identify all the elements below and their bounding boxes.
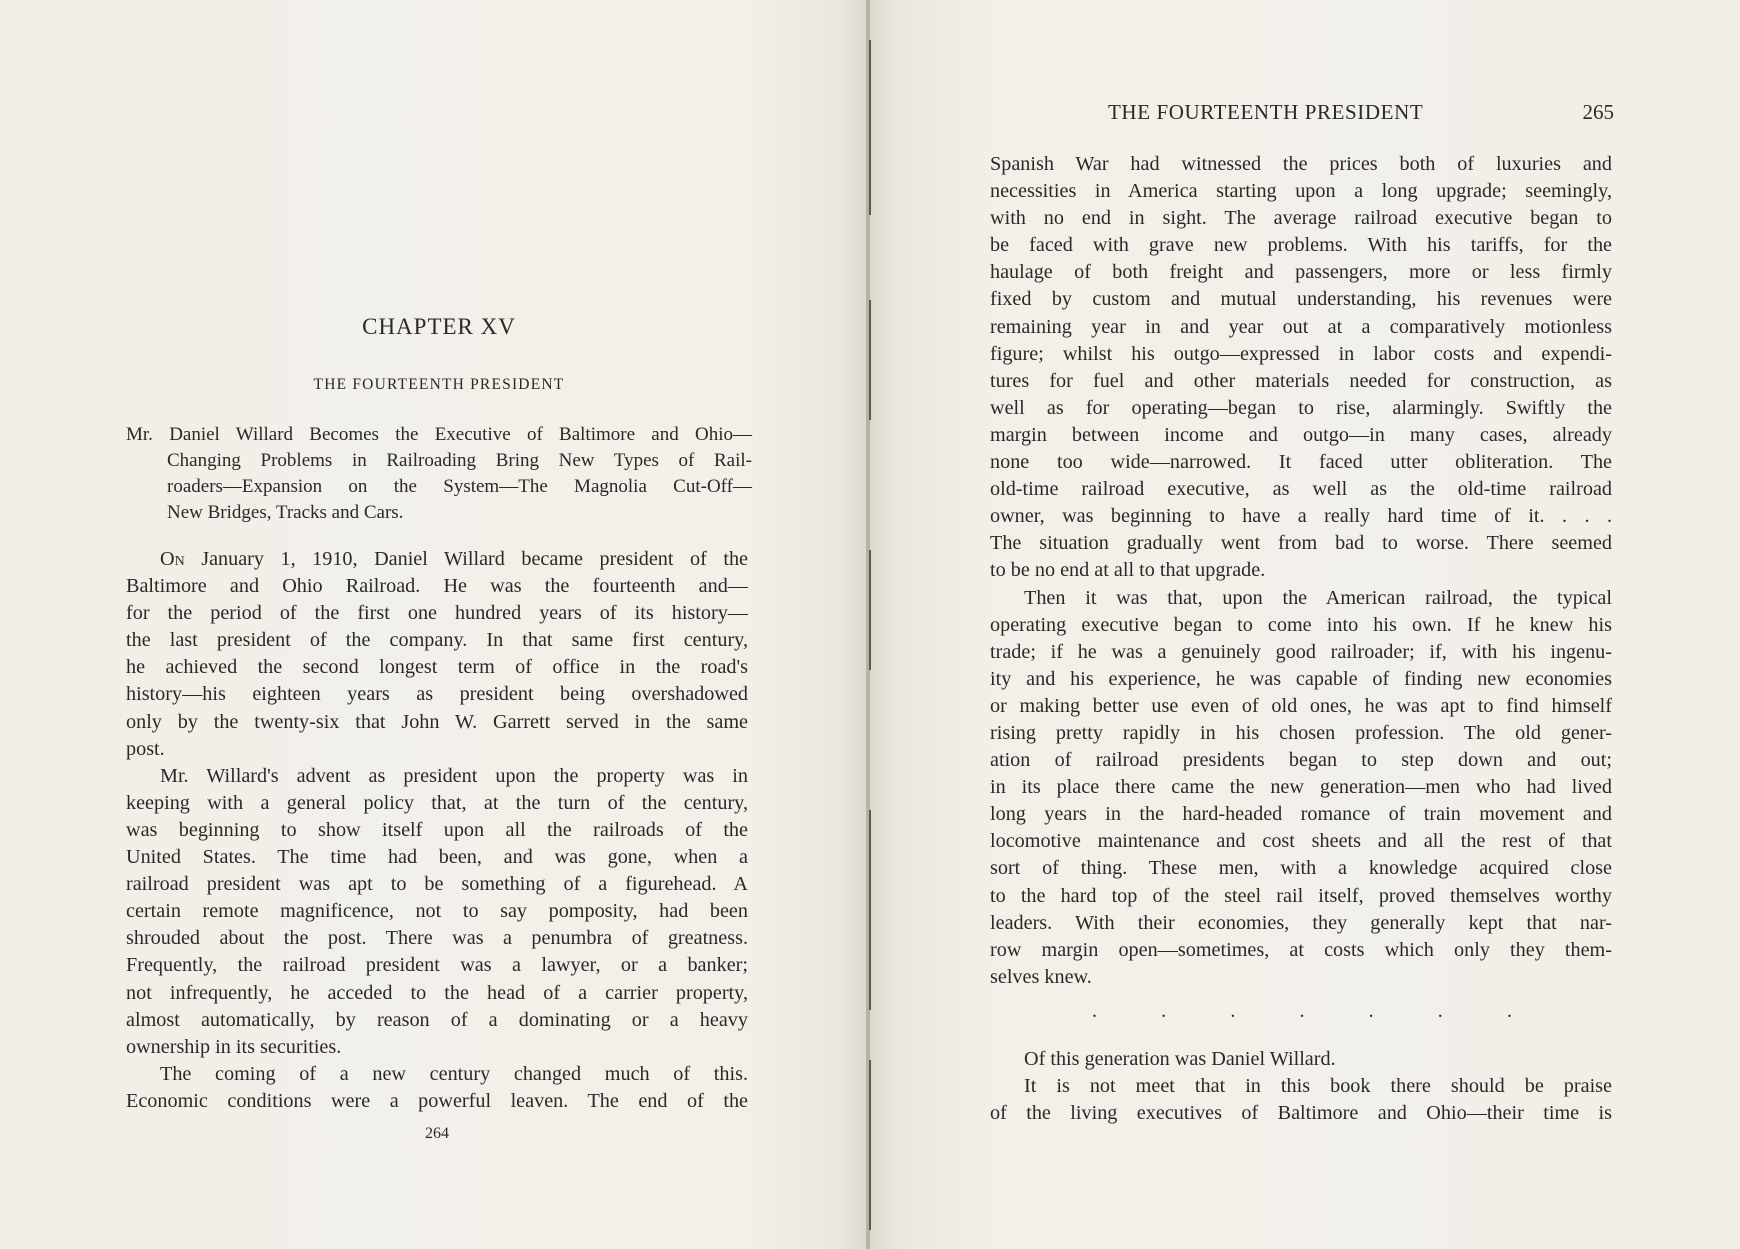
text-line: necessities in America starting upon a long upgrade; seemingly, bbox=[990, 180, 1612, 203]
text-line: almost automatically, by reason of a dominating or a heavy bbox=[126, 1008, 748, 1031]
text-line: with no end in sight. The average railroad executive began to bbox=[990, 207, 1612, 230]
section-break-dot: . bbox=[1230, 1000, 1236, 1022]
gutter-shadow bbox=[869, 1060, 871, 1230]
text-line: old-time railroad executive, as well as the old-time railroad bbox=[990, 478, 1612, 501]
text-line: margin between income and outgo—in many cases, already bbox=[990, 423, 1612, 446]
text-line: history—his eighteen years as president being overshadowed bbox=[126, 683, 748, 706]
text-line: or making better use even of old ones, he was apt to find himself bbox=[990, 694, 1612, 717]
section-break bbox=[1092, 1000, 1512, 1023]
text-line: remaining year in and year out at a comparatively motionless bbox=[990, 315, 1612, 338]
text-line: was beginning to show itself upon all the railroads of the bbox=[126, 818, 748, 841]
text-line: in its place there came the new generation—men who had lived bbox=[990, 776, 1612, 799]
page-number-right: 265 bbox=[1582, 100, 1614, 124]
text-line: Economic conditions were a powerful leaven. The end of the bbox=[126, 1089, 748, 1112]
synopsis-line: Changing Problems in Railroading Bring New Types of Rail- bbox=[167, 450, 752, 471]
text-line: trade; if he was a genuinely good railroader; if, with his ingenu- bbox=[990, 640, 1612, 663]
synopsis-line: Mr. Daniel Willard Becomes the Executive of Baltimore and Ohio— bbox=[126, 424, 752, 445]
text-line: United States. The time had been, and was gone, when a bbox=[126, 846, 748, 869]
text-line: It is not meet that in this book there should be praise bbox=[1024, 1075, 1612, 1098]
chapter-number: CHAPTER XV bbox=[362, 314, 516, 339]
text-line: ity and his experience, he was capable of finding new economies bbox=[990, 667, 1612, 690]
chapter-title: THE FOURTEENTH PRESIDENT bbox=[313, 376, 565, 393]
gutter-shadow bbox=[869, 550, 871, 670]
running-head: THE FOURTEENTH PRESIDENT bbox=[1108, 100, 1424, 124]
section-break-dot: . bbox=[1299, 1000, 1305, 1022]
text-line: for the period of the first one hundred years of its history— bbox=[126, 602, 748, 625]
text-line: The situation gradually went from bad to worse. There seemed bbox=[990, 532, 1612, 555]
text-line: post. bbox=[126, 737, 165, 760]
text-line: shrouded about the post. There was a penumbra of greatness. bbox=[126, 927, 748, 950]
text-line: rising pretty rapidly in his chosen profession. The old gener- bbox=[990, 721, 1612, 744]
gutter-shadow bbox=[869, 810, 871, 1010]
text-line: not infrequently, he acceded to the head of a carrier property, bbox=[126, 981, 748, 1004]
text-line: long years in the hard-headed romance of train movement and bbox=[990, 803, 1612, 826]
text-line: sort of thing. These men, with a knowledge acquired close bbox=[990, 857, 1612, 880]
text-line: Then it was that, upon the American railroad, the typical bbox=[1024, 586, 1612, 609]
section-break-dot: . bbox=[1368, 1000, 1374, 1022]
text-line-content: January 1, 1910, Daniel Willard became president of the bbox=[184, 548, 748, 570]
text-line: owner, was beginning to have a really hard time of it. . . . bbox=[990, 505, 1612, 528]
page-number-left: 264 bbox=[425, 1125, 449, 1142]
text-line: to be no end at all to that upgrade. bbox=[990, 559, 1266, 582]
section-break-dot: . bbox=[1092, 1000, 1097, 1022]
text-line: Of this generation was Daniel Willard. bbox=[1024, 1048, 1336, 1070]
text-line: Frequently, the railroad president was a lawyer, or a banker; bbox=[126, 954, 748, 977]
gutter-shadow bbox=[869, 300, 871, 420]
text-line: he achieved the second longest term of office in the road's bbox=[126, 656, 748, 679]
text-line: keeping with a general policy that, at the turn of the century, bbox=[126, 791, 748, 814]
text-line: tures for fuel and other materials needed for construction, as bbox=[990, 369, 1612, 392]
text-line bbox=[126, 546, 748, 573]
text-line: none too wide—narrowed. It faced utter obliteration. The bbox=[990, 451, 1612, 474]
text-line: the last president of the company. In that same first century, bbox=[126, 629, 748, 652]
text-line: of the living executives of Baltimore and Ohio—their time is bbox=[990, 1102, 1612, 1125]
section-break-dot: . bbox=[1437, 1000, 1443, 1022]
text-line: Baltimore and Ohio Railroad. He was the fourteenth and— bbox=[126, 575, 748, 598]
text-line: to the hard top of the steel rail itself, proved themselves worthy bbox=[990, 884, 1612, 907]
text-line: row margin open—sometimes, at costs which only they them- bbox=[990, 938, 1612, 961]
synopsis-line: New Bridges, Tracks and Cars. bbox=[167, 502, 404, 523]
text-line: certain remote magnificence, not to say pomposity, had been bbox=[126, 900, 748, 923]
synopsis-line: roaders—Expansion on the System—The Magnolia Cut-Off— bbox=[167, 476, 752, 497]
right-page-body-continued bbox=[990, 1046, 1612, 1127]
text-line: operating executive began to come into his own. If he knew his bbox=[990, 613, 1612, 636]
section-break-dot: . bbox=[1161, 1000, 1167, 1022]
text-line: railroad president was apt to be something of a figurehead. A bbox=[126, 873, 748, 896]
text-line: selves knew. bbox=[990, 965, 1092, 988]
text-line: only by the twenty-six that John W. Garrett served in the same bbox=[126, 710, 748, 733]
text-line: ation of railroad presidents began to step down and out; bbox=[990, 749, 1612, 772]
text-line: haulage of both freight and passengers, more or less firmly bbox=[990, 261, 1612, 284]
section-break-dot: . bbox=[1506, 1000, 1512, 1022]
text-line: fixed by custom and mutual understanding, his revenues were bbox=[990, 288, 1612, 311]
text-line: ownership in its securities. bbox=[126, 1035, 342, 1058]
gutter-shadow bbox=[869, 40, 871, 215]
text-line: be faced with grave new problems. With his tariffs, for the bbox=[990, 234, 1612, 257]
text-line: leaders. With their economies, they generally kept that nar- bbox=[990, 911, 1612, 934]
left-page bbox=[0, 0, 868, 1249]
opening-smallcap: On bbox=[160, 548, 185, 570]
text-line: Mr. Willard's advent as president upon the property was in bbox=[160, 764, 748, 787]
text-line: locomotive maintenance and cost sheets and all the rest of that bbox=[990, 830, 1612, 853]
right-page-body bbox=[990, 151, 1612, 991]
chapter-synopsis bbox=[126, 422, 752, 526]
text-line: well as for operating—began to rise, alarmingly. Swiftly the bbox=[990, 396, 1612, 419]
left-page-body bbox=[126, 546, 748, 1115]
text-line: The coming of a new century changed much of this. bbox=[160, 1062, 748, 1085]
text-line: Spanish War had witnessed the prices both of luxuries and bbox=[990, 153, 1612, 175]
text-line: figure; whilst his outgo—expressed in labor costs and expendi- bbox=[990, 342, 1612, 365]
